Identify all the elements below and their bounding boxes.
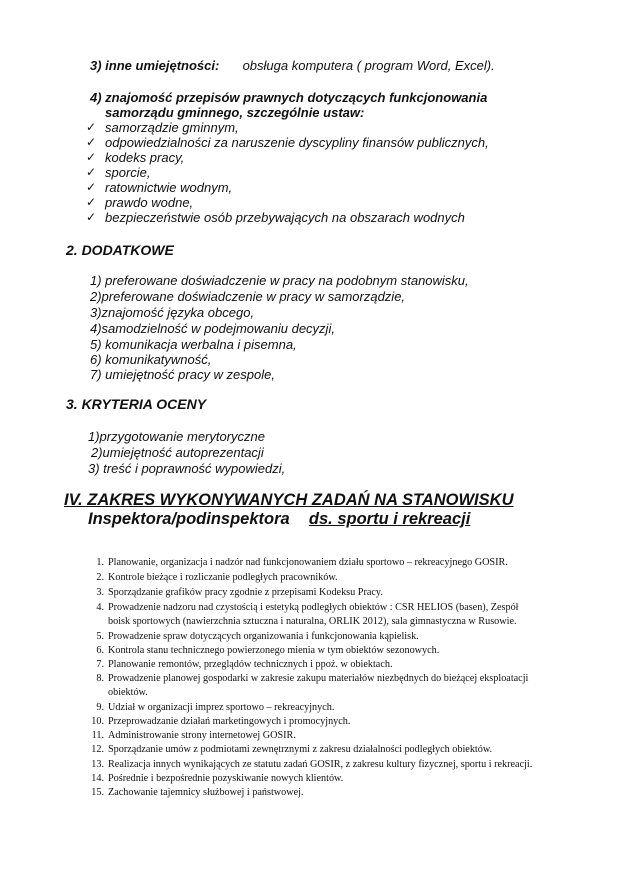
laws-heading-line1: 4) znajomość przepisów prawnych dotyczących funkcjonowania [90, 90, 488, 105]
task-number: 7. [96, 659, 104, 670]
task-text: Administrowanie strony internetowej GOSIR. [108, 730, 296, 741]
check-icon: ✓ [86, 150, 97, 164]
laws-heading-line2: samorządu gminnego, szczególnie ustaw: [105, 105, 365, 120]
task-text: Przeprowadzanie działań marketingowych i promocyjnych. [108, 716, 351, 727]
task-item [84, 673, 528, 684]
task-number: 1. [96, 557, 104, 568]
task-text: Planowanie, organizacja i nadzór nad funkcjonowaniem działu sportowo – rekreacyjnego GOSIR. [108, 557, 508, 568]
task-number: 13. [91, 759, 104, 770]
task-text: Zachowanie tajemnicy służbowej i państwowej. [108, 787, 304, 798]
task-item [84, 587, 383, 598]
task-text: Sporządzanie grafików pracy zgodnie z przepisami Kodeksu Pracy. [108, 587, 383, 598]
task-number: 12. [91, 744, 104, 755]
task-item [84, 787, 303, 798]
task-text: Prowadzenie spraw dotyczących organizowania i funkcjonowania kąpielisk. [108, 631, 419, 642]
task-continuation: boisk sportowych (nawierzchnia sztuczna i naturalna, ORLIK 2012), sala gimnastyczna w Rusowie. [108, 616, 517, 627]
task-item [84, 645, 439, 656]
skills-value: obsługa komputera ( program Word, Excel). [242, 58, 495, 73]
task-item [84, 572, 338, 583]
task-text: Prowadzenie planowej gospodarki w zakresie zakupu materiałów niezbędnych do bieżącej eksploatacji [108, 673, 529, 684]
law-item: samorządzie gminnym, [105, 120, 239, 135]
task-item [84, 702, 334, 713]
task-number: 14. [91, 773, 104, 784]
task-text: Udział w organizacji imprez sportowo – rekreacyjnych. [108, 702, 335, 713]
criteria-item: 3) treść i poprawność wypowiedzi, [88, 461, 286, 476]
additional-heading: 2. DODATKOWE [66, 242, 174, 258]
additional-item: 2)preferowane doświadczenie w pracy w samorządzie, [90, 289, 406, 304]
task-number: 3. [96, 587, 104, 598]
task-item [84, 716, 350, 727]
task-item [84, 631, 419, 642]
additional-item: 1) preferowane doświadczenie w pracy na podobnym stanowisku, [90, 273, 469, 288]
skills-row [90, 58, 495, 73]
position-title: Inspektora/podinspektora [88, 510, 290, 528]
check-icon: ✓ [86, 210, 97, 224]
scope-heading-line2 [88, 510, 470, 529]
task-number: 2. [96, 572, 104, 583]
task-item [84, 557, 508, 568]
check-icon: ✓ [86, 165, 97, 179]
check-icon: ✓ [86, 180, 97, 194]
law-item: kodeks pracy, [105, 150, 185, 165]
task-text: Planowanie remontów, przeglądów technicznych i ppoż. w obiektach. [108, 659, 393, 670]
task-item [84, 759, 532, 770]
additional-item: 3)znajomość języka obcego, [90, 305, 255, 320]
criteria-heading: 3. KRYTERIA OCENY [66, 396, 207, 412]
task-item [84, 602, 519, 613]
task-continuation: obiektów. [108, 687, 148, 698]
task-item [84, 730, 296, 741]
law-item: sporcie, [105, 165, 151, 180]
law-item: prawdo wodne, [105, 195, 194, 210]
task-number: 11. [91, 730, 104, 741]
task-number: 8. [96, 673, 104, 684]
task-number: 10. [91, 716, 104, 727]
scope-heading-line1 [64, 491, 513, 510]
position-department: ds. sportu i rekreacji [308, 510, 471, 528]
scope-heading-text: IV. ZAKRES WYKONYWANYCH ZADAŃ NA STANOWISKU [64, 491, 514, 509]
additional-item: 7) umiejętność pracy w zespole, [90, 367, 275, 382]
check-icon: ✓ [86, 195, 97, 209]
task-number: 6. [96, 645, 104, 656]
task-number: 4. [96, 602, 104, 613]
task-number: 15. [91, 787, 104, 798]
additional-item: 6) komunikatywność, [90, 352, 212, 367]
task-item [84, 659, 393, 670]
task-item [84, 744, 492, 755]
law-item: ratownictwie wodnym, [105, 180, 233, 195]
task-item [84, 773, 343, 784]
task-number: 5. [96, 631, 104, 642]
check-icon: ✓ [86, 120, 97, 134]
task-number: 9. [96, 702, 104, 713]
check-icon: ✓ [86, 135, 97, 149]
criteria-item: 1)przygotowanie merytoryczne [88, 429, 266, 444]
task-text: Prowadzenie nadzoru nad czystością i estetyką podległych obiektów : CSR HELIOS (basen), Zespół [108, 602, 519, 613]
task-text: Kontrola stanu technicznego powierzonego mienia w tym obiektów sezonowych. [108, 645, 440, 656]
criteria-item: 2)umiejętność autoprezentacji [91, 445, 264, 460]
task-text: Pośrednie i bezpośrednie pozyskiwanie nowych klientów. [108, 773, 344, 784]
law-item: bezpieczeństwie osób przebywających na obszarach wodnych [105, 210, 465, 225]
task-text: Realizacja innych wynikających ze statutu zadań GOSIR, z zakresu kultury fizycznej, sportu i rekreacji. [108, 759, 533, 770]
law-item: odpowiedzialności za naruszenie dyscypliny finansów publicznych, [105, 135, 489, 150]
task-text: Sporządzanie umów z podmiotami zewnętrznymi z zakresu działalności podległych obiektów. [108, 744, 493, 755]
additional-item: 4)samodzielność w podejmowaniu decyzji, [90, 321, 335, 336]
skills-label: 3) inne umiejętności: [90, 58, 220, 73]
task-text: Kontrole bieżące i rozliczanie podległych pracowników. [108, 572, 338, 583]
additional-item: 5) komunikacja werbalna i pisemna, [90, 337, 297, 352]
